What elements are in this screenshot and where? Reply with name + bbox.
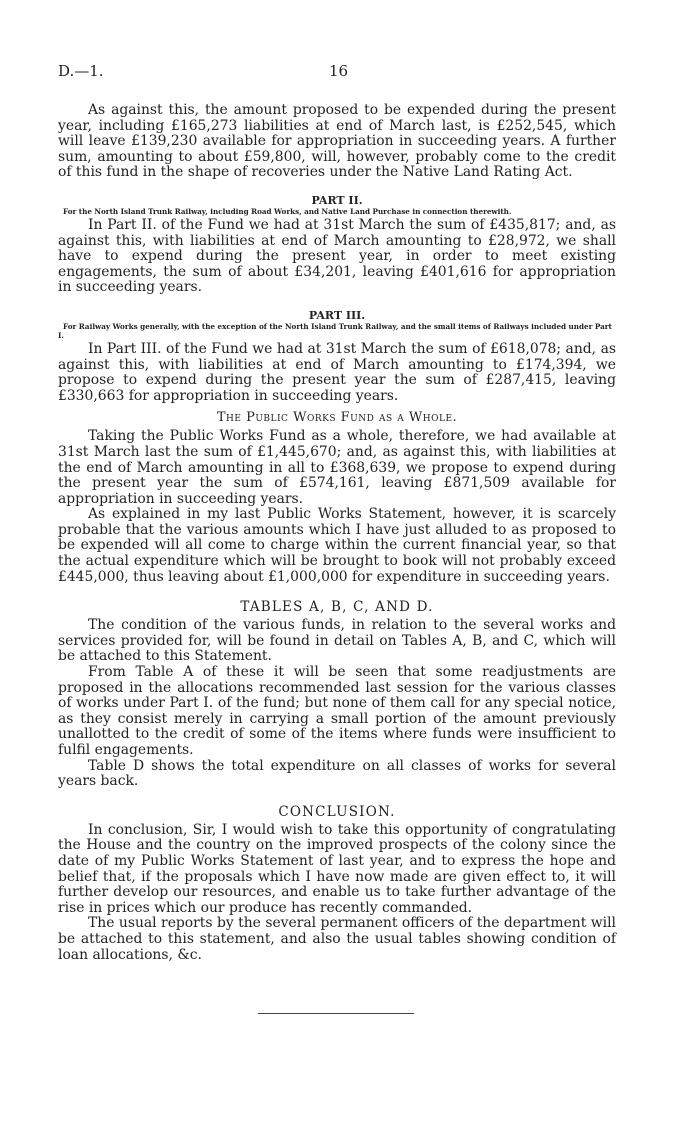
part-3-note: For Railway Works generally, with the exception of the North Island Trunk Railway, and the small items of Railways included under Part I. xyxy=(58,321,612,340)
fund-whole-heading: The Public Works Fund as a Whole. xyxy=(216,410,458,426)
closing-rule xyxy=(258,1013,414,1014)
intro-paragraph: As against this, the amount proposed to be expended during the present year, including £165,273 liabilities at end of March last, is £252,545, which will leave £139,230 available for appropriation in succeeding years. A further sum, amounting to about £59,800, will, however, probably come to the credit of this fund in the shape of recoveries under the Native Land Rating Act. xyxy=(58,102,616,181)
tables-paragraph-2: From Table A of these it will be seen that some readjustments are proposed in the allocations recommended last session for the various classes of works under Part I. of the fund; but none of them call for any special notice, as they consist merely in carrying a small portion of the amount previously unallotted to the credit of some of the items where funds were insufficient to fulfil engagements. xyxy=(58,664,616,758)
fund-whole-paragraph-2: As explained in my last Public Works Statement, however, it is scarcely probable that the various amounts which I have just alluded to as proposed to be expended will all come to charge within the current financial year, so that the actual expenditure which will be brought to book will not probably exceed £445,000, thus leaving about £1,000,000 for expenditure in succeeding years. xyxy=(58,506,616,585)
fund-whole-paragraph-1: Taking the Public Works Fund as a whole, therefore, we had available at 31st March last the sum of £1,445,670; and, as against this, with liabilities at the end of March amounting in all to £368,639, we propose to expend during the present year the sum of £574,161, leaving £871,509 available for appropriation in succeeding years. xyxy=(58,428,616,507)
conclusion-paragraph-2: The usual reports by the several permanent officers of the department will be attached to this statement, and also the usual tables showing condition of loan allocations, &c. xyxy=(58,915,616,963)
part-3-paragraph: In Part III. of the Fund we had at 31st March the sum of £618,078; and, as against this, with liabilities at end of March amounting to £174,394, we propose to expend during the present year the sum of £287,415, leaving £330,663 for appropriation in succeeding years. xyxy=(58,340,616,404)
tables-heading: TABLES A, B, C, AND D. xyxy=(240,599,434,616)
document-id: D.—1. xyxy=(58,62,104,80)
tables-paragraph-3: Table D shows the total expenditure on all classes of works for several years back. xyxy=(58,757,616,790)
part-2-note: For the North Island Trunk Railway, including Road Works, and Native Land Purchase in connection therewith. xyxy=(63,206,512,216)
conclusion-paragraph-1: In conclusion, Sir, I would wish to take this opportunity of congratulating the House and the country on the improved prospects of the colony since the date of my Public Works Statement of last year, and to express the hope and belief that, if the proposals which I have now made are given effect to, it will further develop our resources, and enable us to take further advantage of the rise in prices which our produce has recently commanded. xyxy=(58,821,616,916)
conclusion-heading: CONCLUSION. xyxy=(278,803,396,820)
tables-paragraph-1: The condition of the various funds, in relation to the several works and services provided for, will be found in detail on Tables A, B, and C, which will be attached to this Statement. xyxy=(58,617,616,665)
part-3-heading: PART III. xyxy=(308,308,366,322)
part-2-paragraph: In Part II. of the Fund we had at 31st March the sum of £435,817; and, as against this, with liabilities at end of March amounting to £28,972, we shall have to expend during the present year, in order to meet existing engagements, the sum of about £34,201, leaving £401,616 for appropriation in succeeding years. xyxy=(58,216,616,296)
part-2-heading: PART II. xyxy=(311,193,363,207)
document-body xyxy=(58,103,616,963)
page-number: 16 xyxy=(329,62,349,80)
